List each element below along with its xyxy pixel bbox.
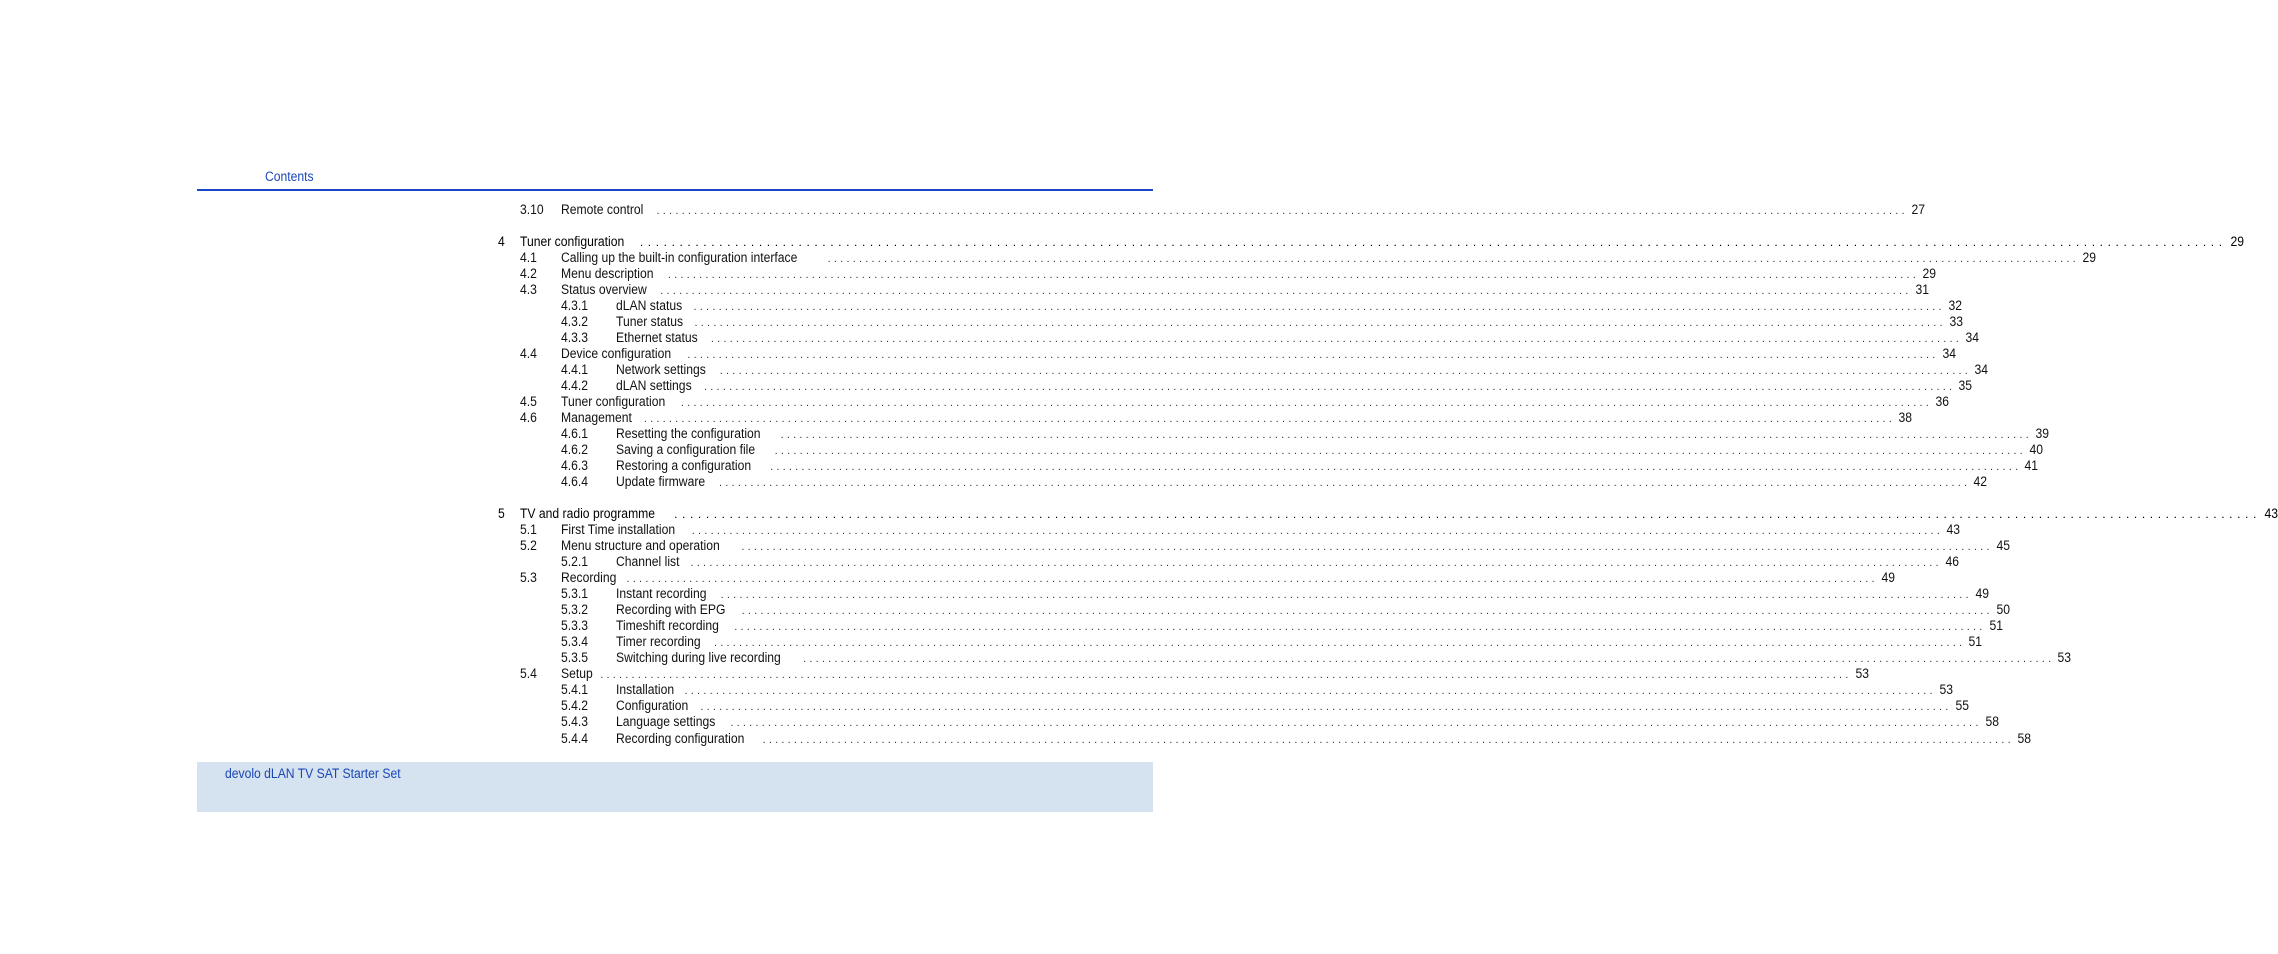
toc-entry-number: 3.10 [520,202,544,217]
toc-entry[interactable] [0,442,2043,458]
toc-dot-leader: ........................................................................................................................................................................................................ [600,669,1852,681]
toc-entry-number: 4.3.2 [561,314,589,329]
toc-entry-title: Restoring a configuration [616,458,752,473]
toc-entry-title: Network settings [616,362,706,377]
page-header-section-label: Contents [265,169,314,184]
toc-entry-title: Recording configuration [616,731,745,746]
toc-chapter-entry[interactable] [0,506,2278,522]
toc-entry-number: 5.4.3 [561,714,589,729]
toc-entry[interactable] [0,682,1953,698]
toc-entry-page-number: 32 [1948,298,1962,313]
toc-entry-title: Device configuration [561,346,672,361]
footer-product-name: devolo dLAN TV SAT Starter Set [225,766,401,781]
toc-entry-page-number: 45 [1996,538,2010,553]
toc-entry-title: Timeshift recording [616,618,719,633]
toc-entry-number: 5.3.5 [561,650,589,665]
toc-entry[interactable] [0,410,1913,426]
toc-entry-title: Ethernet status [616,330,698,345]
toc-entry-title: Tuner status [616,314,684,329]
toc-entry-page-number: 51 [1968,634,1983,649]
toc-entry[interactable] [0,202,1925,218]
toc-dot-leader: ........................................................................................................................................................................................................ [720,589,1972,601]
toc-entry-title: Recording [561,570,617,585]
toc-entry-page-number: 34 [1974,362,1989,377]
toc-dot-leader: ........................................................................................................................................................................................................ [687,349,1939,361]
toc-entry-number: 5.1 [520,522,537,537]
toc-entry[interactable] [0,666,1869,682]
toc-entry[interactable] [0,522,1961,538]
toc-entry-title: Remote control [561,202,644,217]
toc-dot-leader: ........................................................................................................................................................................................................ [690,557,1942,569]
toc-dot-leader: ........................................................................................................................................................................................................ [780,429,2032,441]
toc-entry[interactable] [0,634,1983,650]
toc-entry-page-number: 49 [1975,586,1989,601]
toc-entry-number: 4.2 [520,266,537,281]
toc-dot-leader: ........................................................................................................................................................................................................ [741,541,1993,553]
toc-entry-number: 4.3 [520,282,537,297]
toc-entry-number: 5.4.2 [561,698,589,713]
toc-dot-leader: ........................................................................................................................................................................................................ [660,285,1912,297]
toc-entry-page-number: 50 [1996,602,2010,617]
toc-entry-page-number: 49 [1881,570,1895,585]
toc-dot-leader: ........................................................................................................................................................................................................ [762,734,2014,746]
toc-entry[interactable] [0,570,1895,586]
toc-entry-number: 4.6.1 [561,426,589,441]
toc-dot-leader: ........................................................................................................................................................................................................ [643,413,1896,425]
toc-entry-title: Menu structure and operation [561,538,720,553]
toc-entry-page-number: 46 [1945,554,1959,569]
toc-chapter-entry[interactable] [0,234,2244,250]
toc-entry-number: 4.6.3 [561,458,589,473]
toc-entry[interactable] [0,266,1937,282]
toc-entry-page-number: 58 [2017,731,2031,746]
toc-entry[interactable] [0,731,2031,747]
toc-entry-title: Status overview [561,282,647,297]
toc-dot-leader: ........................................................................................................................................................................................................ [691,525,1944,537]
toc-entry-title: Saving a configuration file [616,442,756,457]
toc-dot-leader: ........................................................................................................................................................................................................ [626,573,1878,585]
toc-entry-number: 5.3.2 [561,602,589,617]
toc-entry-page-number: 29 [1922,266,1937,281]
toc-entry-page-number: 58 [1985,714,1999,729]
toc-entry-page-number: 33 [1949,314,1963,329]
toc-entry-title: Instant recording [616,586,707,601]
toc-entry-number: 4.1 [520,250,537,265]
toc-entry-page-number: 38 [1898,410,1913,425]
toc-entry-title: Channel list [616,554,680,569]
toc-entry[interactable] [0,602,2010,618]
toc-entry-number: 4.5 [520,394,537,409]
toc-entry[interactable] [0,474,1988,490]
toc-entry-title: dLAN settings [616,378,692,393]
toc-entry-number: 4.4 [520,346,537,361]
toc-entry-title: Tuner configuration [520,234,625,249]
toc-entry-page-number: 41 [2024,458,2039,473]
toc-entry-title: Language settings [616,714,716,729]
toc-dot-leader: ........................................................................................................................................................................................................ [684,685,1936,697]
toc-entry-page-number: 29 [2230,234,2244,249]
toc-entry[interactable] [0,618,2003,634]
toc-entry-title: Recording with EPG [616,602,726,617]
toc-entry[interactable] [0,362,1989,378]
toc-entry-page-number: 53 [1855,666,1869,681]
toc-dot-leader: ........................................................................................................................................................................................................ [719,477,1971,489]
toc-dot-leader: ........................................................................................................................................................................................................ [741,605,1993,617]
toc-entry-number: 4 [498,234,505,249]
toc-entry[interactable] [0,346,1956,362]
toc-entry-page-number: 55 [1955,698,1969,713]
toc-entry-number: 5.3.4 [561,634,589,649]
toc-entry-title: Configuration [616,698,689,713]
toc-entry-page-number: 35 [1958,378,1973,393]
toc-dot-leader: ........................................................................................................................................................................................................ [719,365,1972,377]
toc-dot-leader: ........................................................................................................................................................................................................ [680,397,1933,409]
toc-entry-number: 5.3 [520,570,537,585]
toc-entry-title: Installation [616,682,675,697]
toc-entry[interactable] [0,298,1962,314]
toc-entry[interactable] [0,458,2039,474]
toc-entry[interactable] [0,330,1980,346]
toc-entry-number: 4.3.3 [561,330,589,345]
toc-entry-number: 4.4.1 [561,362,589,377]
toc-entry-number: 5.2 [520,538,537,553]
toc-entry-title: Update firmware [616,474,706,489]
toc-entry-page-number: 29 [2082,250,2096,265]
toc-entry-number: 5.2.1 [561,554,589,569]
toc-entry[interactable] [0,378,1973,394]
toc-entry-page-number: 31 [1915,282,1929,297]
toc-entry[interactable] [0,650,2072,666]
toc-entry-page-number: 53 [2057,650,2072,665]
toc-dot-leader: ........................................................................................................................................................................................................ [639,235,2227,249]
toc-entry[interactable] [0,698,1969,714]
toc-entry-page-number: 36 [1935,394,1950,409]
toc-entry-number: 4.6.4 [561,474,589,489]
toc-dot-leader: ........................................................................................................................................................................................................ [774,445,2026,457]
toc-dot-leader: ........................................................................................................................................................................................................ [730,717,1982,729]
toc-entry-title: Setup [561,666,593,681]
toc-dot-leader: ........................................................................................................................................................................................................ [704,381,1956,393]
toc-entry-page-number: 40 [2029,442,2043,457]
toc-entry-number: 5.3.3 [561,618,589,633]
toc-entry-title: Calling up the built-in configuration interface [561,250,798,265]
toc-entry-page-number: 34 [1965,330,1980,345]
toc-entry-number: 5.3.1 [561,586,589,601]
toc-entry-number: 5.4.4 [561,731,589,746]
toc-entry-title: Menu description [561,266,654,281]
toc-dot-leader: ........................................................................................................................................................................................................ [694,317,1946,329]
toc-entry[interactable] [0,538,2010,554]
toc-entry-page-number: 43 [2264,506,2278,521]
toc-entry-title: dLAN status [616,298,683,313]
toc-entry[interactable] [0,714,1999,730]
toc-entry[interactable] [0,314,1963,330]
toc-dot-leader: ........................................................................................................................................................................................................ [667,269,1920,281]
toc-entry-number: 4.6 [520,410,537,425]
toc-entry-number: 4.3.1 [561,298,589,313]
toc-entry-page-number: 43 [1946,522,1961,537]
toc-entry-number: 5.4.1 [561,682,589,697]
toc-entry-title: Resetting the configuration [616,426,761,441]
toc-entry-title: Switching during live recording [616,650,781,665]
page-footer [197,762,1153,812]
toc-entry[interactable] [0,250,2096,266]
toc-entry-page-number: 34 [1942,346,1956,361]
toc-entry[interactable] [0,394,1950,410]
toc-dot-leader: ........................................................................................................................................................................................................ [693,301,1945,313]
toc-entry-number: 5.4 [520,666,537,681]
toc-entry-number: 5 [498,506,505,521]
toc-entry[interactable] [0,282,1929,298]
toc-dot-leader: ........................................................................................................................................................................................................ [770,461,2022,473]
toc-entry-number: 4.4.2 [561,378,589,393]
toc-entry-title: Management [561,410,632,425]
toc-entry-title: Tuner configuration [561,394,666,409]
toc-dot-leader: ........................................................................................................................................................................................................ [674,507,2261,521]
toc-entry-page-number: 51 [1989,618,2003,633]
toc-dot-leader: ........................................................................................................................................................................................................ [710,333,1963,345]
toc-dot-leader: ........................................................................................................................................................................................................ [656,205,1908,217]
toc-entry-page-number: 42 [1973,474,1988,489]
toc-entry-page-number: 27 [1911,202,1925,217]
toc-dot-leader: ........................................................................................................................................................................................................ [827,253,2079,265]
toc-dot-leader: ........................................................................................................................................................................................................ [714,637,1966,649]
toc-entry-page-number: 53 [1939,682,1953,697]
toc-entry[interactable] [0,426,2049,442]
toc-entry-page-number: 39 [2035,426,2049,441]
toc-dot-leader: ........................................................................................................................................................................................................ [700,701,1952,713]
toc-entry-title: Timer recording [616,634,701,649]
toc-entry[interactable] [0,554,1959,570]
toc-entry-title: First Time installation [561,522,676,537]
toc-dot-leader: ........................................................................................................................................................................................................ [803,653,2055,665]
toc-entry-number: 4.6.2 [561,442,589,457]
toc-entry-title: TV and radio programme [520,506,656,521]
toc-dot-leader: ........................................................................................................................................................................................................ [734,621,1986,633]
toc-entry[interactable] [0,586,1989,602]
